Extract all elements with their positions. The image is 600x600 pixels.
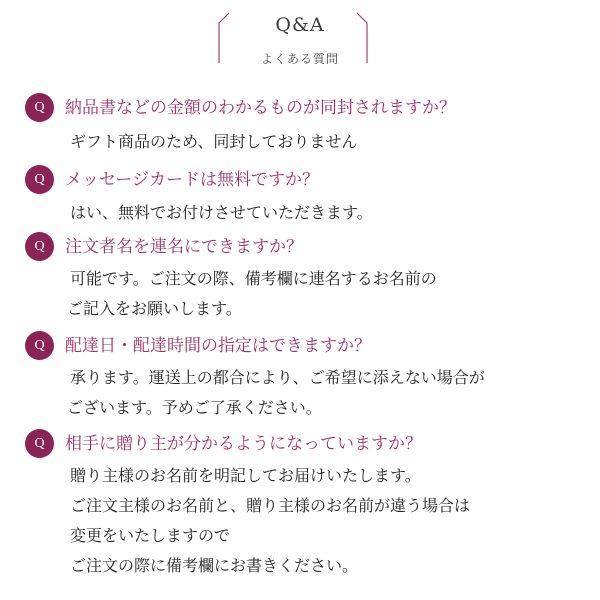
answer-text: 贈り主様のお名前を明記してお届けいたします。 <box>70 466 421 485</box>
q-badge: Q <box>25 232 54 261</box>
answer-text: ご注文主様のお名前と、贈り主様のお名前が違う場合は <box>70 496 471 515</box>
answer-text: ご記入をお願いします。 <box>67 299 242 318</box>
qa-header <box>0 0 600 80</box>
q-badge: Q <box>25 331 54 360</box>
q-badge: Q <box>25 429 54 458</box>
question-text: メッセージカードは無料ですか？ <box>65 170 319 190</box>
answer-text: 承ります。運送上の都合により、ご希望に添えない場合が <box>70 368 485 387</box>
question-text: 配達日・配達時間の指定はできますか？ <box>65 336 371 356</box>
answer-text: ご注文の際に備考欄にお書きください。 <box>70 556 359 575</box>
page-subtitle: よくある質問 <box>260 52 339 66</box>
question-text: 納品書などの金額のわかるものが同封されますか？ <box>65 98 456 118</box>
q-badge: Q <box>25 165 54 194</box>
question-text: 注文者名を連名にできますか？ <box>65 237 303 257</box>
q-badge: Q <box>25 93 54 122</box>
answer-text: 可能です。ご注文の際、備考欄に連名するお名前の <box>70 269 437 288</box>
answer-text: ギフト商品のため、同封しておりません <box>70 132 358 151</box>
answer-text: 変更をいたしますので <box>70 526 231 545</box>
page-title: Q&A <box>275 14 325 36</box>
answer-text: ございます。予めご了承ください。 <box>67 398 322 417</box>
answer-text: はい、無料でお付けさせていただきます。 <box>70 203 373 222</box>
question-text: 相手に贈り主が分かるようになっていますか？ <box>65 434 422 454</box>
